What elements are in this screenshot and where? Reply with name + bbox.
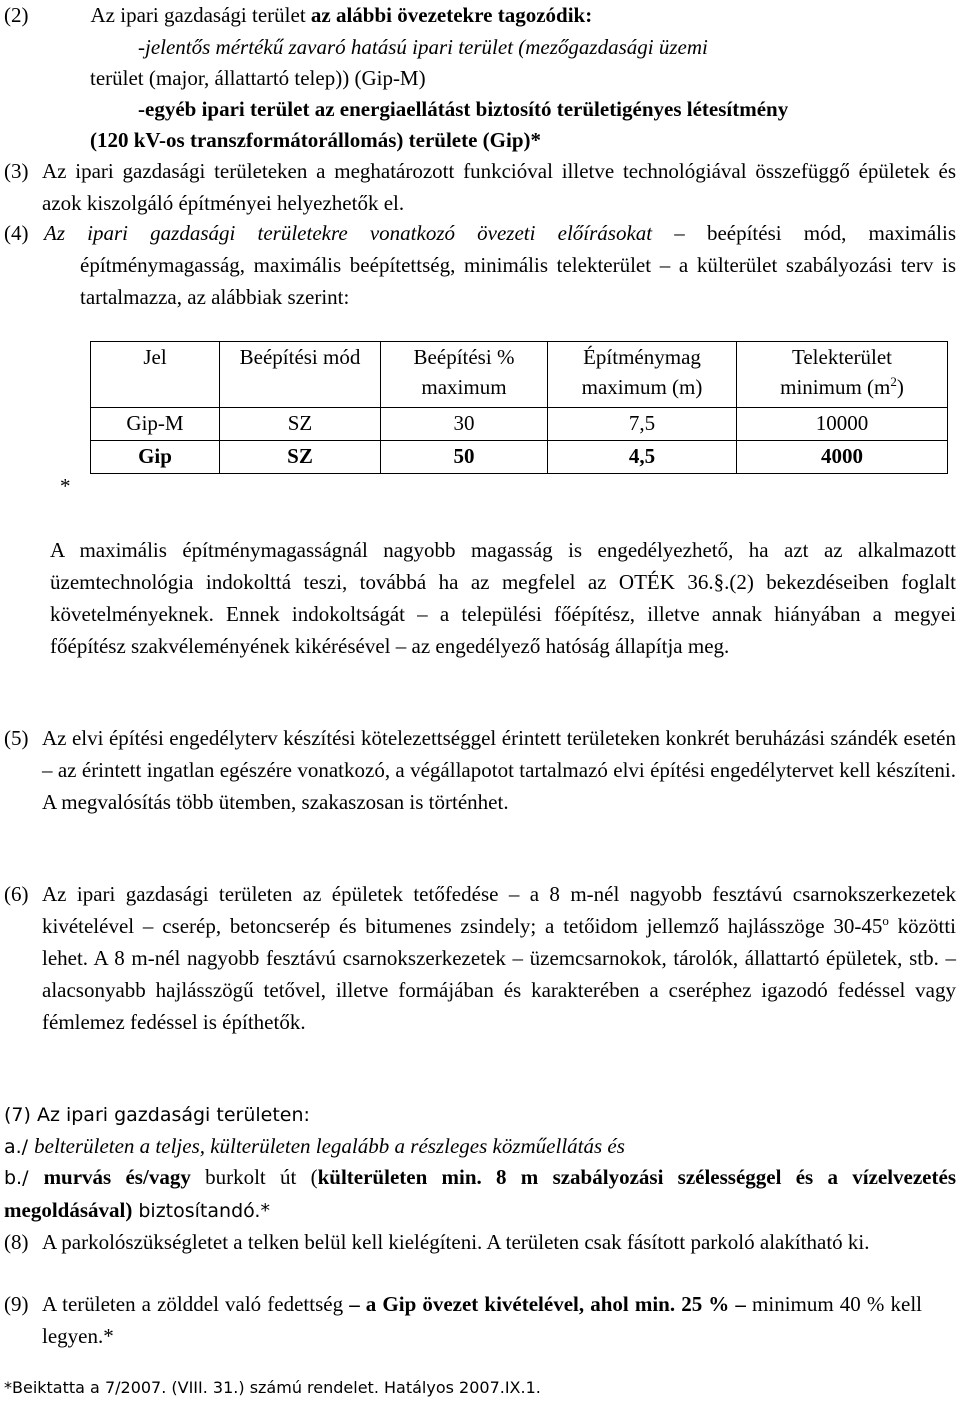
table-header-cell: Beépítési % maximum [381,342,548,408]
paragraph-7-item-b: b./ murvás és/vagy burkolt út (külterületen min. 8 m szabályozási szélességgel és a vízelvezetés megoldásával) biztosítandó.* [4,1165,956,1222]
paragraph-2-line-1 [4,0,954,31]
paragraph-9-text: A területen a zölddel való fedettség – a Gip övezet kivételével, ahol min. 25 % – minimum 40 % kell legyen.* [42,1292,922,1348]
zoning-table [90,341,948,474]
table-cell: 4000 [737,441,948,474]
paragraph-5-text: Az elvi építési engedélyterv készítési kötelezettséggel érintett területeken konkrét beruházási szándék esetén – az érintett ingatlan egészére vonatkozó, a végállapotot tartalmazó elvi építési engedélytervet kell készíteni. A megvalósítás több ütemben, szakaszosan is történhet. [42,726,956,814]
table-header-cell: Beépítési mód [220,342,381,408]
table-asterisk: * [60,474,71,498]
paragraph-3-number: (3) [4,159,29,183]
degree-sup: o [882,913,889,928]
table-cell: 4,5 [548,441,737,474]
table-header-cell: Telekterület minimum $(m^2)$ [737,342,948,408]
paragraph-2-number: (2) [4,3,29,27]
paragraph-4-italic: Az ipari gazdasági területekre vonatkozó övezeti előírásokat [44,221,653,245]
table-cell: 7,5 [548,408,737,441]
table-row [91,441,948,474]
table-row [91,408,948,441]
footnote: *Beiktatta a 7/2007. (VIII. 31.) számú rendelet. Hatályos 2007.IX.1. [4,1378,541,1397]
table-cell: 30 [381,408,548,441]
paragraph-4-text [44,217,956,313]
paragraph-2-item-2: -egyéb ipari terület az energiaellátást biztosító területigényes létesítmény [138,97,789,121]
paragraph-5-number: (5) [4,726,29,750]
table-cell: SZ [220,441,381,474]
height-exception-note: A maximális építménymagasságnál nagyobb magasság is engedélyezhető, ha azt az alkalmazott üzemtechnológia indokolttá teszi, továbbá ha az megfelel az OTÉK 36.§.(2) bekezdéseiben foglalt követelményeknek. Ennek indokoltságát – a települési főépítész, illetve annak hiányában a megyei főépítész szakvéleményének kikérésével – az engedélyező hatóság állapítja meg. [50,538,956,658]
paragraph-2-bold: az alábbi övezetekre tagozódik: [310,3,593,27]
table-cell: 10000 [737,408,948,441]
table-cell: 50 [381,441,548,474]
paragraph-7-item-a: a./ belterületen a teljes, külterületen legalább a részleges közműellátás és [4,1134,625,1158]
paragraph-2-item-1-cont: terület (major, állattartó telep)) (Gip-M) [90,66,426,90]
paragraph-8-number: (8) [4,1230,29,1254]
table-header-cell: Építménymag maximum (m) [548,342,737,408]
table-header-cell: Jel [91,342,220,408]
table-cell: SZ [220,408,381,441]
paragraph-6-text [42,878,956,1038]
paragraph-3-text: Az ipari gazdasági területeken a meghatározott funkcióval illetve technológiával összefüggő épületek és azok kiszolgáló építményei helyezhetők el. [42,159,956,215]
paragraph-9-number: (9) [4,1292,29,1316]
table-cell: Gip [91,441,220,474]
paragraph-2-text: Az ipari gazdasági terület [90,3,311,27]
paragraph-8-text: A parkolószükségletet a telken belül kell kielégíteni. A területen csak fásított parkoló alakítható ki. [42,1230,870,1254]
paragraph-6-number: (6) [4,882,29,906]
paragraph-4-rest: – beépítési mód, maximális építménymagasság, maximális beépítettség, minimális telekterület – a külterület szabályozási terv is tartalmazza, az alábbiak szerint: [80,221,956,309]
paragraph-6-text-b: közötti lehet. A 8 m-nél nagyobb fesztávú csarnokszerkezetek – üzemcsarnokok, tárolók, állattartó épületek, stb. – alacsonyabb hajlásszögű tetővel, illetve formájában és karakterében a cseréphez igazodó fedéssel vagy fémlemez fedéssel is építhetők. [42,914,957,1034]
table-cell: Gip-M [91,408,220,441]
paragraph-7-title: (7) Az ipari gazdasági területen: [4,1104,310,1126]
table-header-row [91,342,948,408]
paragraph-2-item-1: -jelentős mértékű zavaró hatású ipari terület (mezőgazdasági üzemi [138,35,708,59]
paragraph-2-item-2-cont: (120 kV-os transzformátorállomás) területe (Gip)* [90,128,541,152]
paragraph-6-text-a: Az ipari gazdasági területen az épületek tetőfedése – a 8 m-nél nagyobb fesztávú csarnokszerkezetek kivételével – cserép, betoncserép és bitumenes zsindely; a tetőidom jellemző hajlásszöge 30-45 [42,882,956,938]
paragraph-4-number: (4) [4,221,29,245]
